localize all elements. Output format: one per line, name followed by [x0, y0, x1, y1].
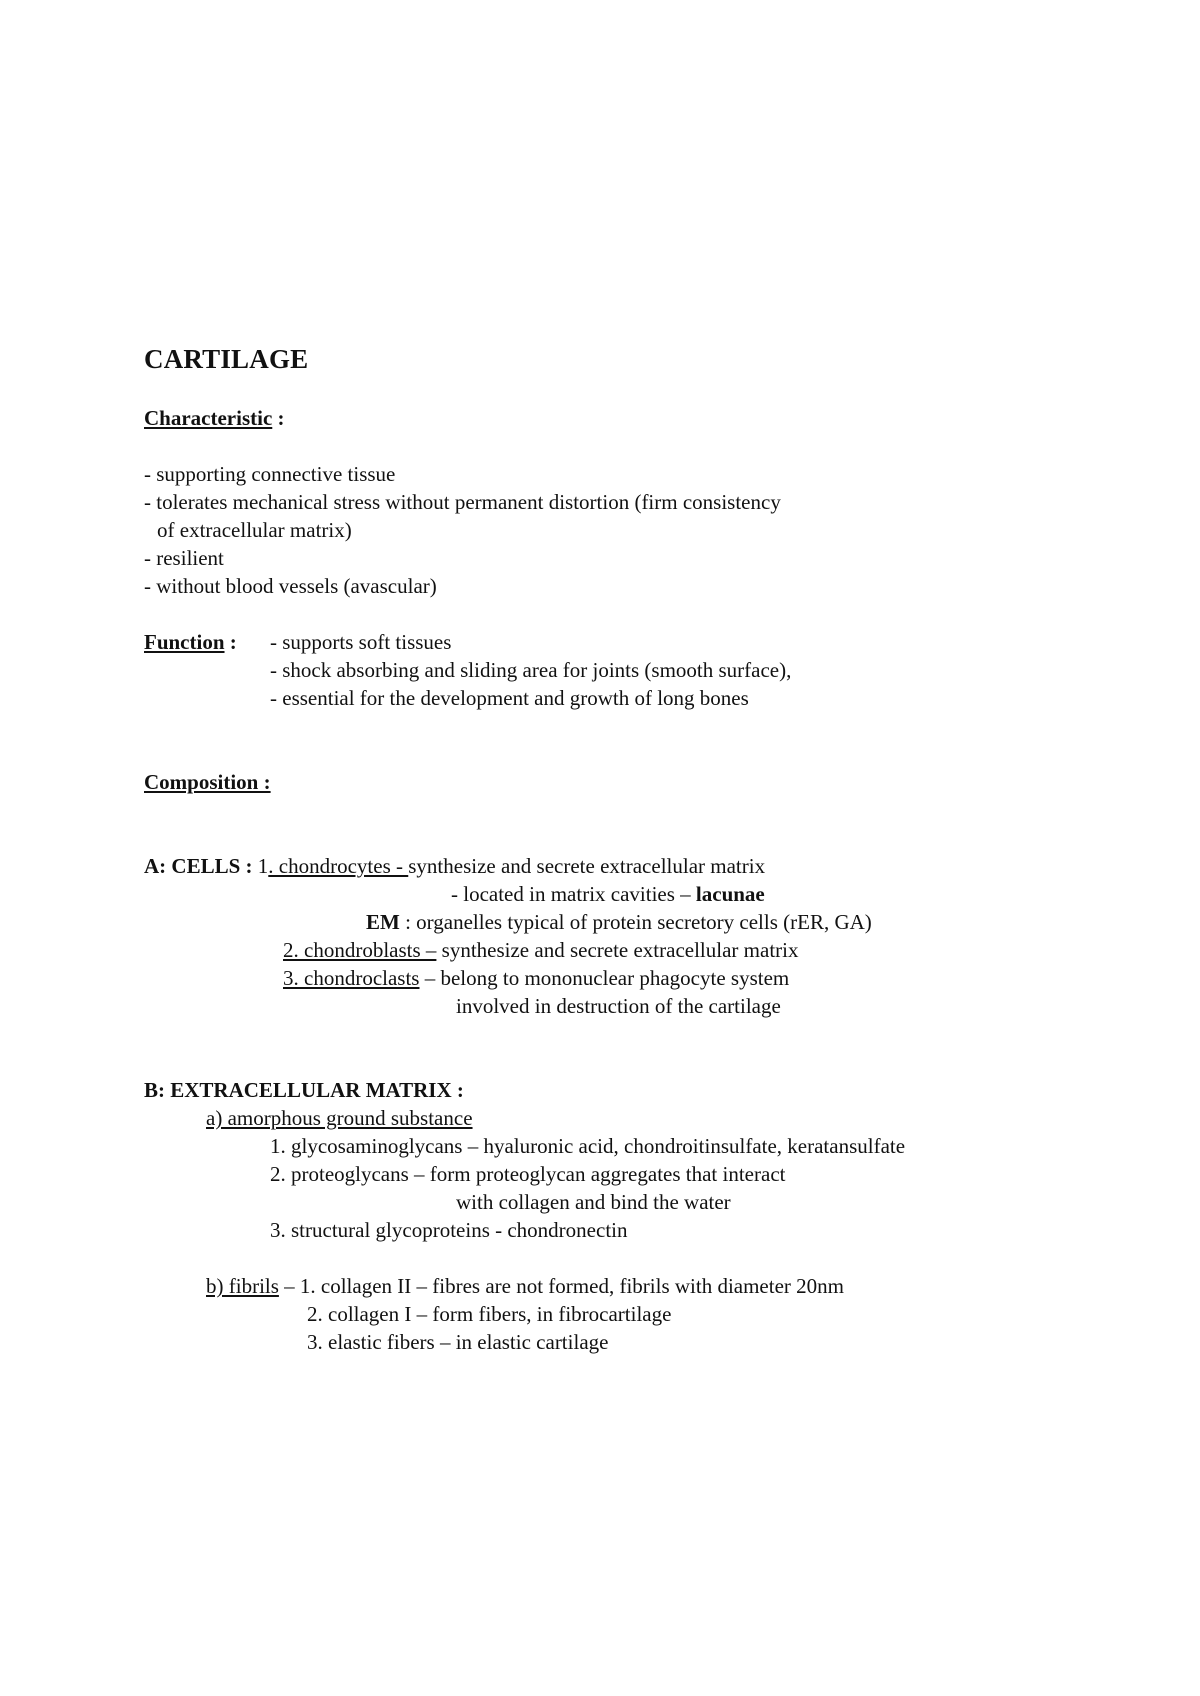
amorphous-heading: a) amorphous ground substance: [206, 1106, 473, 1130]
characteristic-heading: Characteristic: [144, 406, 273, 430]
composition-heading: Composition :: [144, 770, 271, 794]
characteristic-heading-line: [144, 405, 285, 432]
characteristic-colon: :: [272, 406, 285, 430]
fibrils-item-1: – 1. collagen II – fibres are not formed, fibrils with diameter 20nm: [278, 1274, 844, 1298]
function-item-2: - shock absorbing and sliding area for joints (smooth surface),: [270, 658, 792, 682]
characteristic-item-4: - without blood vessels (avascular): [144, 574, 437, 598]
function-heading: Function: [144, 630, 225, 654]
function-item-3: - essential for the development and growth of long bones: [270, 686, 749, 710]
characteristic-item-2-cont: of extracellular matrix): [157, 518, 352, 542]
page-title: CARTILAGE: [144, 344, 309, 374]
chondroclasts-desc-1: – belong to mononuclear phagocyte system: [419, 966, 790, 990]
function-heading-line: [144, 629, 237, 656]
chondrocytes-desc-2: - located in matrix cavities –: [451, 882, 696, 906]
chondrocytes-line-2: [451, 881, 765, 908]
chondrocytes-em-label: EM: [366, 910, 400, 934]
fibrils-item-2: 2. collagen I – form fibers, in fibrocartilage: [307, 1302, 672, 1326]
amorphous-item-2: 2. proteoglycans – form proteoglycan aggregates that interact: [270, 1162, 786, 1186]
matrix-label: [144, 1077, 464, 1104]
characteristic-item-1: - supporting connective tissue: [144, 462, 396, 486]
chondroblasts-line: [283, 937, 798, 964]
amorphous-item-2-cont: with collagen and bind the water: [456, 1190, 731, 1214]
amorphous-item-3: 3. structural glycoproteins - chondronectin: [270, 1218, 628, 1242]
chondrocytes-em-text: : organelles typical of protein secretory cells (rER, GA): [399, 910, 872, 934]
matrix-label-text: B: EXTRACELLULAR MATRIX :: [144, 1078, 464, 1102]
fibrils-heading: b) fibrils: [206, 1274, 279, 1298]
function-item-1: - supports soft tissues: [270, 630, 452, 654]
chondroblasts-name: 2. chondroblasts –: [283, 938, 437, 962]
characteristic-item-3: - resilient: [144, 546, 224, 570]
chondrocytes-em-line: [366, 909, 872, 936]
chondroblasts-desc: synthesize and secrete extracellular matrix: [436, 938, 799, 962]
characteristic-item-2: - tolerates mechanical stress without permanent distortion (firm consistency: [144, 490, 781, 514]
chondroclasts-desc-2: involved in destruction of the cartilage: [456, 994, 781, 1018]
amorphous-item-1: 1. glycosaminoglycans – hyaluronic acid, chondroitinsulfate, keratansulfate: [270, 1134, 906, 1158]
chondrocytes-desc-1: synthesize and secrete extracellular matrix: [408, 854, 766, 878]
chondroclasts-line: [283, 965, 789, 992]
amorphous-heading-line: [206, 1105, 473, 1132]
chondroclasts-name: 3. chondroclasts: [283, 966, 420, 990]
function-colon: :: [224, 630, 237, 654]
fibrils-item-3: 3. elastic fibers – in elastic cartilage: [307, 1330, 609, 1354]
cells-label: A: CELLS :: [144, 854, 258, 878]
chondrocytes-num: 1: [257, 854, 269, 878]
composition-heading-line: [144, 769, 271, 796]
chondrocytes-lacunae: lacunae: [695, 882, 765, 906]
cells-line-1: [144, 853, 765, 880]
fibrils-line-1: [206, 1273, 844, 1300]
chondrocytes-name: . chondrocytes -: [268, 854, 409, 878]
